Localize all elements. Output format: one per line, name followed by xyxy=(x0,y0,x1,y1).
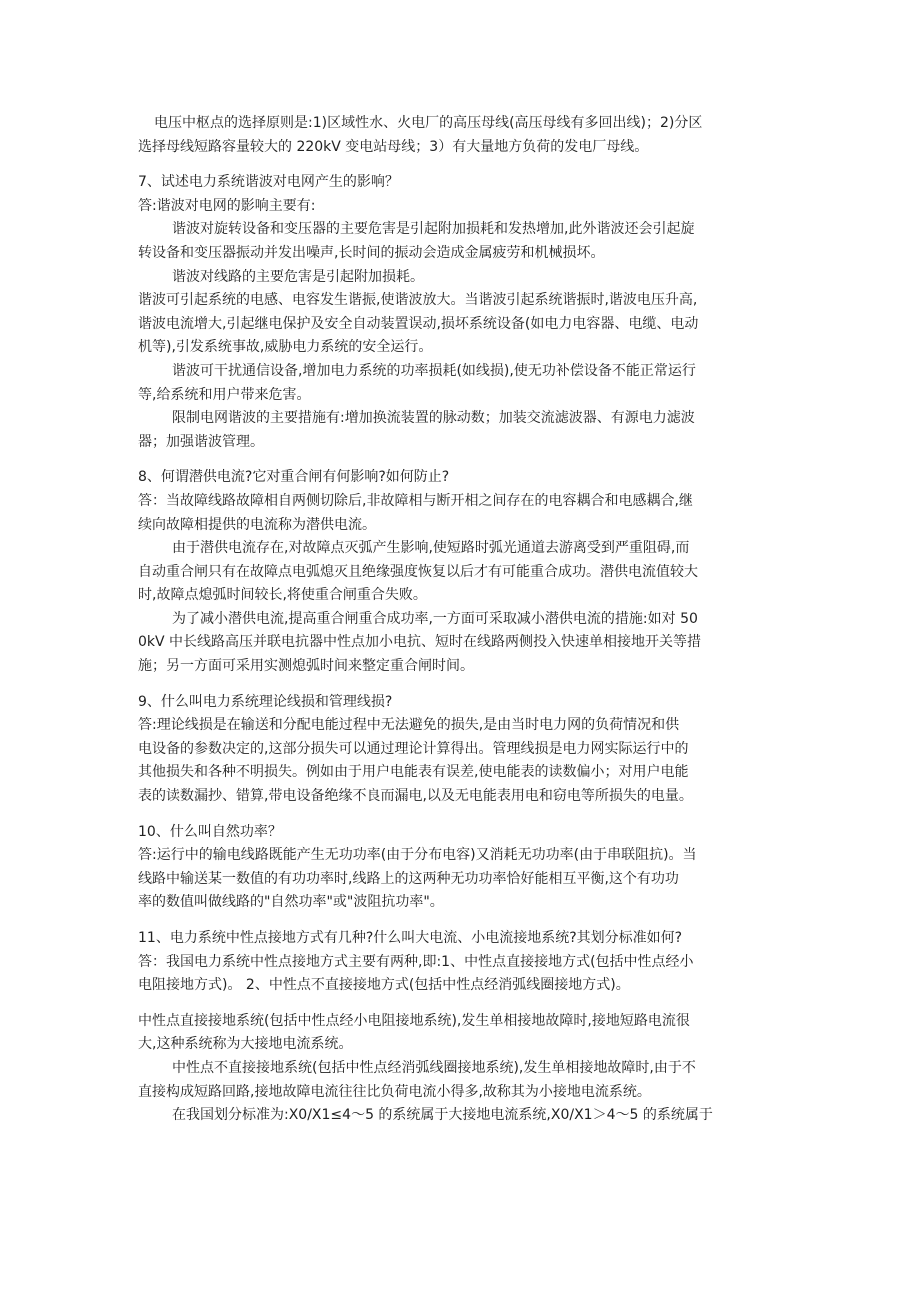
section-q7 xyxy=(138,171,786,454)
text-line: 表的读数漏抄、错算,带电设备绝缘不良而漏电,以及无电能表用电和窃电等所损失的电量。 xyxy=(138,788,693,805)
text-line: 谐波可干扰通信设备,增加电力系统的功率损耗(如线损),使无功补偿设备不能正常运行 xyxy=(172,362,696,379)
text-line: 器；加强谐波管理。 xyxy=(138,433,264,450)
text-line: 电阻接地方式)。 2、中性点不直接接地方式(包括中性点经消弧线圈接地方式)。 xyxy=(138,977,630,994)
question-heading: 11、电力系统中性点接地方式有几种?什么叫大电流、小电流接地系统?其划分标准如何? xyxy=(138,930,683,946)
text-line: 线路中输送某一数值的有功功率时,线路上的这两种无功功率恰好能相互平衡,这个有功功 xyxy=(138,870,679,887)
text-line: 答：当故障线路故障相自两侧切除后,非故障相与断开相之间存在的电容耦合和电感耦合,继 xyxy=(138,492,693,509)
section-q9 xyxy=(138,691,786,809)
text-line: 机等),引发系统事故,威胁电力系统的安全运行。 xyxy=(138,339,433,356)
text-line: 等,给系统和用户带来危害。 xyxy=(138,386,311,403)
text-line: 续向故障相提供的电流称为潜供电流。 xyxy=(138,516,376,533)
intro-paragraph xyxy=(138,112,786,159)
text-line: 时,故障点熄弧时间较长,将使重合闸重合失败。 xyxy=(138,587,427,604)
text-line: 率的数值叫做线路的"自然功率"或"波阻抗功率"。 xyxy=(138,894,444,911)
text-line: 自动重合闸只有在故障点电弧熄灭且绝缘强度恢复以后才有可能重合成功。潜供电流值较大 xyxy=(138,563,698,580)
text-line: 选择母线短路容量较大的 220kV 变电站母线；3）有大量地方负荷的发电厂母线。 xyxy=(138,138,649,155)
text-line: 中性点不直接接地系统(包括中性点经消弧线圈接地系统),发生单相接地故障时,由于不 xyxy=(172,1059,696,1076)
text-line: 中性点直接接地系统(包括中性点经小电阻接地系统),发生单相接地故障时,接地短路电流很 xyxy=(138,1012,690,1029)
text-line: 答：我国电力系统中性点接地方式主要有两种,即:1、中性点直接接地方式(包括中性点经小 xyxy=(138,953,694,970)
section-q10 xyxy=(138,821,786,915)
question-heading: 8、何谓潜供电流?它对重合闸有何影响?如何防止? xyxy=(138,469,450,486)
text-line: 限制电网谐波的主要措施有:增加换流装置的脉动数；加装交流滤波器、有源电力滤波 xyxy=(172,410,695,427)
text-line: 谐波可引起系统的电感、电容发生谐振,使谐波放大。当谐波引起系统谐振时,谐波电压升高, xyxy=(138,292,698,309)
question-heading: 7、试述电力系统谐波对电网产生的影响？ xyxy=(138,174,399,191)
text-line: 施；另一方面可采用实测熄弧时间来整定重合闸时间。 xyxy=(138,658,474,675)
answer-intro: 答:谐波对电网的影响主要有: xyxy=(138,197,316,214)
text-line: 电压中枢点的选择原则是:1)区域性水、火电厂的高压母线(高压母线有多回出线)；2)分区 xyxy=(154,115,703,131)
text-line: 在我国划分标准为:X0/X1≤4～5 的系统属于大接地电流系统,X0/X1＞4～5 的系统属于 xyxy=(172,1107,713,1124)
question-heading: 9、什么叫电力系统理论线损和管理线损? xyxy=(138,693,393,710)
text-line: 谐波对线路的主要危害是引起附加损耗。 xyxy=(172,268,424,285)
text-line: 谐波电流增大,引起继电保护及安全自动装置误动,损坏系统设备(如电力电容器、电缆、电动 xyxy=(138,315,699,332)
text-line: 直接构成短路回路,接地故障电流往往比负荷电流小得多,故称其为小接地电流系统。 xyxy=(138,1083,651,1100)
text-line: 其他损失和各种不明损失。例如由于用户电能表有误差,使电能表的读数偏小；对用户电能 xyxy=(138,764,689,781)
text-line: 转设备和变压器振动并发出噪声,长时间的振动会造成金属疲劳和机械损坏。 xyxy=(138,244,605,261)
section-q8 xyxy=(138,466,786,678)
text-line: 答:理论线损是在输送和分配电能过程中无法避免的损失,是由当时电力网的负荷情况和供 xyxy=(138,717,680,734)
text-line: 电设备的参数决定的,这部分损失可以通过理论计算得出。管理线损是电力网实际运行中的 xyxy=(138,740,689,757)
document-page xyxy=(138,112,786,1128)
section-q11 xyxy=(138,927,786,1128)
text-line: 0kV 中长线路高压并联电抗器中性点加小电抗、短时在线路两侧投入快速单相接地开关等措 xyxy=(138,634,702,651)
text-line: 大,这种系统称为大接地电流系统。 xyxy=(138,1036,353,1053)
text-line: 谐波对旋转设备和变压器的主要危害是引起附加损耗和发热增加,此外谐波还会引起旋 xyxy=(172,221,695,238)
question-heading: 10、什么叫自然功率？ xyxy=(138,823,282,840)
text-line: 由于潜供电流存在,对故障点灭弧产生影响,使短路时弧光通道去游离受到严重阻碍,而 xyxy=(172,540,690,557)
text-line: 为了减小潜供电流,提高重合闸重合成功率,一方面可采取减小潜供电流的措施:如对 50 xyxy=(172,610,698,627)
text-line: 答:运行中的输电线路既能产生无功功率(由于分布电容)又消耗无功功率(由于串联阻抗)。当 xyxy=(138,847,697,864)
